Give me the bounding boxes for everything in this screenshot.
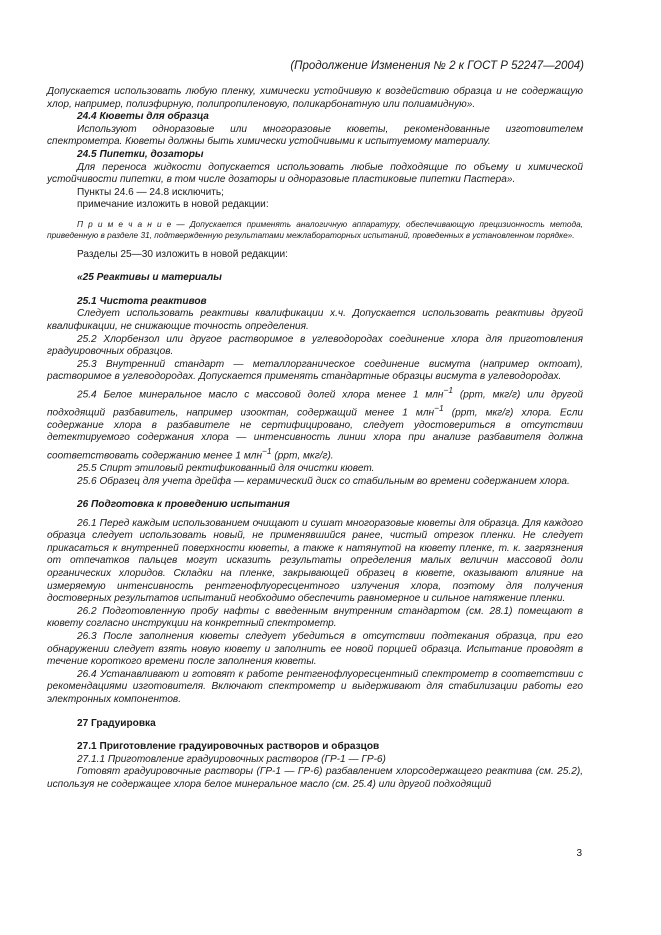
superscript: −1 [434, 402, 444, 413]
paragraph-24-5: Для переноса жидкости допускается использовать любые подходящие по объему и химической устойчивости пипетки, в том числе дозаторы и одноразовые пластиковые пипетки Пастера». [47, 161, 583, 186]
page-number: 3 [576, 848, 582, 859]
paragraph-exclude: Пункты 24.6 — 24.8 исключить; [77, 186, 224, 198]
note-text: — Допускается применять аналогичную аппаратуру, обеспечивающую прецизионность метода, приведенную в разделе 31, подтвержденную результатами межлабораторных испытаний, проведенных в установленном порядке». [47, 218, 583, 241]
paragraph-25-6: 25.6 Образец для учета дрейфа — керамический диск со стабильным во времени содержанием хлора. [77, 475, 570, 487]
note-label: П р и м е ч а н и е [77, 218, 172, 229]
paragraph-25-4 [47, 384, 583, 463]
note-block [47, 219, 583, 242]
superscript: −1 [262, 445, 272, 456]
heading-25: «25 Реактивы и материалы [77, 272, 222, 284]
paragraph-26-3: 26.3 После заполнения кюветы следует убедиться в отсутствии подтекания образца, при его обнаружении следует взять новую кювету и заполнить ее новой порцией образца. Испытание проводят в течение короткого времени после заполнения кюветы. [47, 631, 583, 668]
text-segment: 25.4 Белое минеральное масло с массовой долей хлора менее 1 млн [77, 389, 444, 401]
heading-26: 26 Подготовка к проведению испытания [77, 499, 290, 511]
heading-24-4: 24.4 Кюветы для образца [77, 111, 209, 123]
paragraph-26-1: 26.1 Перед каждым использованием очищают и сушат многоразовые кюветы для образца. Для каждого образца следует использовать новый, не применявшийся ранее, чистый отрезок пленки. Не следует прикасаться к внутренней поверхности кюветы, а также к натянутой на кювету пленке, т. к. загрязнения от отпечатков пальцев могут исказить результаты определения малых величин массовой доли органических хлоридов. Складки на пленке, закрывающей образец в кювете, оказывают влияние на измеряемую интенсивность рентгенофлуоресцентного излучения хлора, поэтому для получения достоверных результатов испытаний необходимо обеспечить равномерное и сильное натяжение пленки. [47, 517, 583, 605]
page-header: (Продолжение Изменения № 2 к ГОСТ Р 52247—2004) [290, 60, 584, 72]
paragraph-25-2: 25.2 Хлорбензол или другое растворимое в углеводородах соединение хлора для приготовления градуировочных образцов. [47, 333, 583, 358]
paragraph-26-2: 26.2 Подготовленную пробу нафты с введенным внутренним стандартом (см. 28.1) помещают в кювету согласно инструкции на конкретный спектрометр. [47, 605, 583, 630]
paragraph-sections: Разделы 25—30 изложить в новой редакции: [77, 248, 288, 260]
heading-27-1: 27.1 Приготовление градуировочных растворов и образцов [77, 741, 380, 753]
heading-24-5: 24.5 Пипетки, дозаторы [77, 148, 204, 160]
paragraph-25-5: 25.5 Спирт этиловый ректификованный для очистки кювет. [77, 462, 375, 474]
paragraph-25-3: 25.3 Внутренний стандарт — металлорганическое соединение висмута (например октоат), растворимое в углеводородах. Допускается применять стандартные образцы висмута в углеводородах. [47, 358, 583, 383]
paragraph-24-4: Используют одноразовые или многоразовые кюветы, рекомендованные изготовителем спектрометра. Кюветы должны быть химически устойчивыми к испытуемому материалу. [47, 123, 583, 148]
paragraph-27-1-1-text: Готовят градуировочные растворы (ГР-1 — ГР-6) разбавлением хлорсодержащего реактива (см. 25.2), используя не содержащее хлора белое минеральное масло (см. 25.4) или другой подходящий [47, 766, 583, 790]
paragraph-film: Допускается использовать любую пленку, химически устойчивую к воздействию образца и не содержащую хлор, например, полиэфирную, полипропиленовую, поликарбонатную или полиамидную». [47, 86, 583, 110]
paragraph-note-intro: примечание изложить в новой редакции: [77, 199, 269, 211]
heading-27: 27 Градуировка [77, 717, 156, 729]
text-segment: (ppm, мкг/г) хлора. Если содержание хлора в разбавителе не сертифицировано, следует удостовериться в отсутствии детектируемого содержания хлора — интенсивность линии хлора при анализе разбавителя должна соответствовать содержанию менее 1 млн [47, 407, 584, 462]
paragraph-25-1: Следует использовать реактивы квалификации х.ч. Допускается использовать реактивы другой квалификации, не снижающие точность определения. [47, 308, 583, 332]
text-segment: (ppm, мкг/г) или другой подходящий разбавитель, например изооктан, содержащий менее 1 млн [47, 389, 583, 419]
document-body [47, 86, 583, 792]
paragraph-27-1-1: 27.1.1 Приготовление градуировочных растворов (ГР-1 — ГР-6) [77, 753, 386, 765]
text-segment: (ppm, мкг/г). [271, 450, 334, 462]
paragraph-26-4: 26.4 Устанавливают и готовят к работе рентгенофлуоресцентный спектрометр в соответствии с рекомендациями изготовителя. Включают спектрометр и выдерживают для стабилизации работы его электронных компонентов. [47, 668, 583, 706]
heading-25-1: 25.1 Чистота реактивов [77, 295, 207, 307]
superscript: −1 [443, 384, 454, 395]
